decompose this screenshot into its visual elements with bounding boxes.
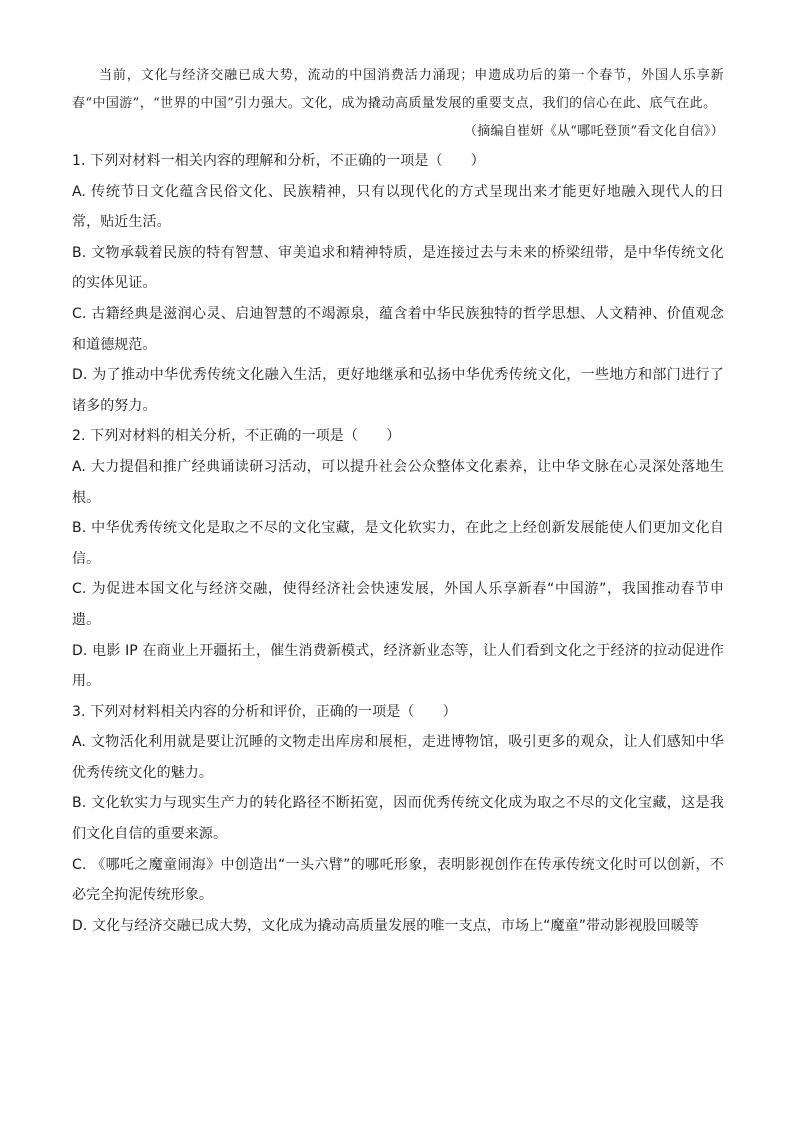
option-d: D. 为了推动中华优秀传统文化融入生活，更好地继承和弘扬中华优秀传统文化，一些地方和部门进行了诸多的努力。 — [72, 367, 724, 414]
option-d: D. 文化与经济交融已成大势，文化成为撬动高质量发展的唯一支点，市场上“魔童”带动影视股回暖等 — [72, 917, 699, 934]
question-2 — [72, 421, 724, 696]
question-3 — [72, 697, 724, 942]
option-c: C. 为促进本国文化与经济交融，使得经济社会快速发展，外国人乐享新春“中国游”，我国推动春节申遗。 — [72, 581, 724, 628]
option-b: B. 文化软实力与现实生产力的转化路径不断拓宽，因而优秀传统文化成为取之不尽的文化宝藏，这是我们文化自信的重要来源。 — [72, 795, 724, 843]
passage-source: （摘编自崔妍《从“哪吒登顶”看文化自信》） — [463, 124, 724, 139]
question-stem: 2. 下列对材料的相关分析，不正确的一项是（ ） — [72, 428, 401, 445]
option-a: A. 大力提倡和推广经典诵读研习活动，可以提升社会公众整体文化素养，让中华文脉在心灵深处落地生根。 — [72, 458, 724, 506]
option-c: C. 《哪吒之魔童闹海》中创造出“一头六臂”的哪吒形象，表明影视创作在传承传统文化时可以创新，不必完全拘泥传统形象。 — [72, 856, 724, 904]
question-stem: 3. 下列对材料相关内容的分析和评价，正确的一项是（ ） — [72, 703, 457, 720]
option-d: D. 电影 IP 在商业上开疆拓土，催生消费新模式，经济新业态等，让人们看到文化之于经济的拉动促进作用。 — [72, 642, 724, 690]
option-c: C. 古籍经典是滋润心灵、启迪智慧的不竭源泉，蕴含着中华民族独特的哲学思想、人文精神、价值观念和道德规范。 — [72, 305, 724, 353]
document-page — [72, 62, 724, 941]
question-1 — [72, 146, 724, 421]
option-b: B. 中华优秀传统文化是取之不尽的文化宝藏，是文化软实力，在此之上经创新发展能使人们更加文化自信。 — [72, 520, 724, 567]
question-stem: 1. 下列对材料一相关内容的理解和分析，不正确的一项是（ ） — [72, 153, 485, 169]
passage-paragraph: 当前，文化与经济交融已成大势，流动的中国消费活力涌现；申遗成功后的第一个春节，外国人乐享新春“中国游”，“世界的中国”引力强大。文化，成为撬动高质量发展的重要支点，我们的信心在此、底气在此。 — [72, 68, 724, 111]
option-b: B. 文物承载着民族的特有智慧、审美追求和精神特质，是连接过去与未来的桥梁纽带，是中华传统文化的实体见证。 — [72, 244, 724, 292]
option-a: A. 文物活化利用就是要让沉睡的文物走出库房和展柜，走进博物馆，吸引更多的观众，让人们感知中华优秀传统文化的魅力。 — [72, 734, 724, 781]
option-a: A. 传统节日文化蕴含民俗文化、民族精神，只有以现代化的方式呈现出来才能更好地融入现代人的日常，贴近生活。 — [72, 183, 724, 231]
